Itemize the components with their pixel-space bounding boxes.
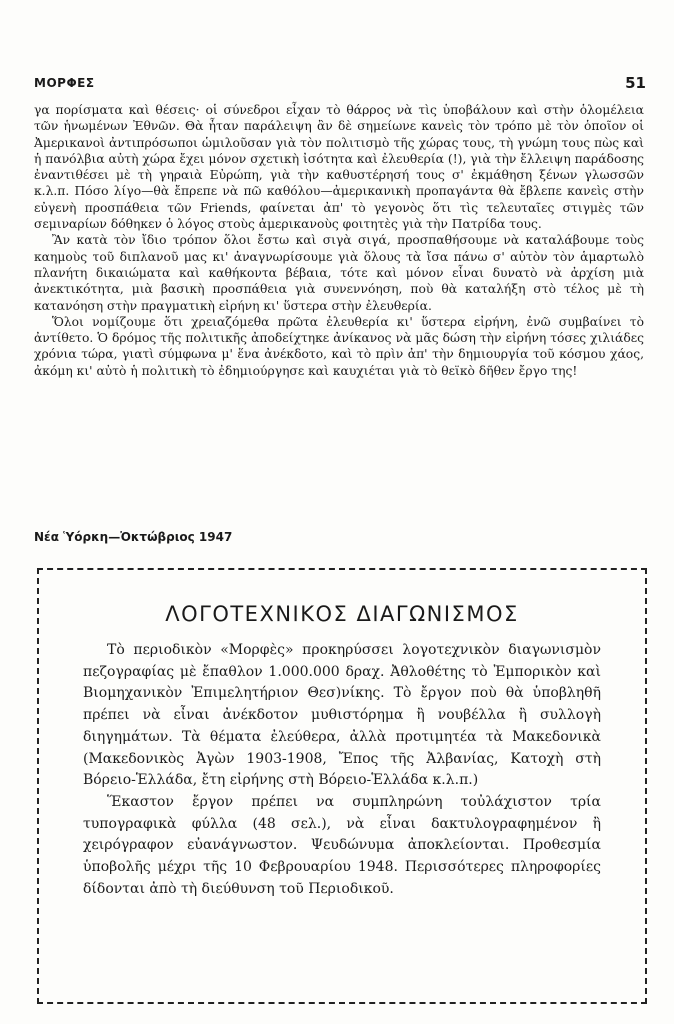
contest-paragraph: Ἕκαστον ἔργον πρέπει να συμπληρώνη τοὐλάχιστον τρία τυπογραφικὰ φύλλα (48 σελ.), νὰ εἶναι δακτυλογραφημένον ἢ χειρόγραφον εὐανάγνωστον. Ψευδώνυμα ἀποκλείονται. Προθεσμία ὑποβολῆς μέχρι τῆς 10 Φεβρουαρίου 1948. Περισσότερες πληροφορίες δίδονται ἀπὸ τὴ διεύθυνση τοῦ Περιοδικοῦ. <box>83 793 601 897</box>
article-text <box>34 102 644 379</box>
article-paragraph: Ὅλοι νομίζουμε ὅτι χρειαζόμεθα πρῶτα ἐλευθερία κι' ὕστερα εἰρήνη, ἐνῶ συμβαίνει τὸ ἀντίθετο. Ὁ δρόμος τῆς πολιτικῆς ἀποδείχτηκε ἀνίκανος νὰ μᾶς δώση τὴν εἰρήνη τόσες χιλιάδες χρόνια τώρα, γιατὶ σύμφωνα μ' ἕνα ἀνέκδοτο, καὶ τὸ πρὶν ἀπ' τὴν δημιουργία τοῦ κόσμου χάος, ἀκόμη κι' αὐτὸ ἡ πολιτικὴ τὸ ἐδημιούργησε καὶ καυχιέται γιὰ τὸ θεϊκὸ δῆθεν ἔργο της! <box>34 314 644 378</box>
article-paragraph: γα πορίσματα καὶ θέσεις· οἱ σύνεδροι εἶχαν τὸ θάρρος νὰ τὶς ὑποβάλουν καὶ στὴν ὁλομέλεια τῶν ἡνωμένων Ἐθνῶν. Θὰ ἦταν παράλειψη ἂν δὲ σημείωνε κανεὶς τὸν τρόπο μὲ τὸν ὁποῖον οἱ Ἀμερικανοὶ ἀντιπρόσωποι ὡμιλοῦσαν γιὰ τὸν πολιτισμὸ τῆς χώρας τους, τὴ γνώμη τους πὼς καὶ ἡ πανόλβια αὐτὴ χώρα ἔχει μόνον σχετικὴ ἰσότητα καὶ ἐλευθερία (!), γιὰ τὴν ἔλλειψη παράδοσης ἐναντιθέσει μὲ τὴ γηραιὰ Εὐρώπη, γιὰ τὴν καθυστέρησή τους σ' ἐκμάθηση ξένων γλωσσῶν κ.λ.π. Πόσο λίγο—θὰ ἔπρεπε νὰ πῶ καθόλου—ἀμερικανικὴ προπαγάντα θὰ ἔβλεπε κανεὶς στὴν εὐγενὴ προσπάθεια τῶν Friends, φαίνεται ἀπ' τὸ γεγονὸς ὅτι τὶς τελευταῖες στιγμὲς τῶν σεμιναρίων δόθηκεν ὁ λόγος στοὺς ἀμερικανοὺς φοιτητὲς γιὰ τὴν Πατρίδα τους. <box>34 103 644 232</box>
page-number: 51 <box>625 74 646 92</box>
running-head <box>30 76 650 94</box>
article-paragraph: Ἂν κατὰ τὸν ἴδιο τρόπον ὅλοι ἔστω καὶ σιγὰ σιγά, προσπαθήσουμε νὰ καταλάβουμε τοὺς καημοὺς τοῦ διπλανοῦ μας κι' ἀναγνωρίσουμε γιὰ ὅλους τὰ ἴσα πάνω σ' αὐτὸν τὸν ἁμαρτωλὸ πλανήτη δικαιώματα καὶ καθήκοντα βέβαια, τότε καὶ μόνον εἶναι δυνατὸ νὰ ἀρχίση μιὰ ἀνεκτικότητα, μιὰ βασικὴ προσπάθεια γιὰ συνεννόηση, ποὺ θὰ καταλήξη στὸ τέλος μὲ τὴ κατανόηση στὴν πραγματικὴ εἰρήνη κι' ὕστερα στὴν ἐλευθερία. <box>34 233 644 313</box>
contest-body <box>83 640 601 900</box>
contest-heading: ΛΟΓΟΤΕΧΝΙΚΟΣ ΔΙΑΓΩΝΙΣΜΟΣ <box>165 602 519 626</box>
journal-title: ΜΟΡΦΕΣ <box>34 76 95 90</box>
article-dateline: Νέα Ὑόρκη—Ὀκτώβριος 1947 <box>34 530 233 544</box>
contest-announcement-box <box>37 568 647 1004</box>
contest-paragraph: Τὸ περιοδικὸν «Μορφὲς» προκηρύσσει λογοτεχνικὸν διαγωνισμὸν πεζογραφίας μὲ ἔπαθλον 1.000.000 δραχ. Ἀθλοθέτης τὸ Ἐμπορικὸν καὶ Βιομηχανικὸν Ἐπιμελητήριον Θεσ)νίκης. Τὸ ἔργον ποὺ θὰ ὑποβληθῆ πρέπει νὰ εἶναι ἀνέκδοτον μυθιστόρημα ἢ νουβέλλα ἢ συλλογὴ διηγημάτων. Τὰ θέματα ἐλεύθερα, ἀλλὰ προτιμητέα τὰ Μακεδονικὰ (Μακεδονικὸς Ἀγὼν 1903-1908, Ἔπος τῆς Ἀλβανίας, Κατοχὴ στὴ Βόρειο-Ἑλλάδα, ἔτη εἰρήνης στὴ Βόρειο-Ἑλλάδα κ.λ.π.) <box>83 642 601 789</box>
